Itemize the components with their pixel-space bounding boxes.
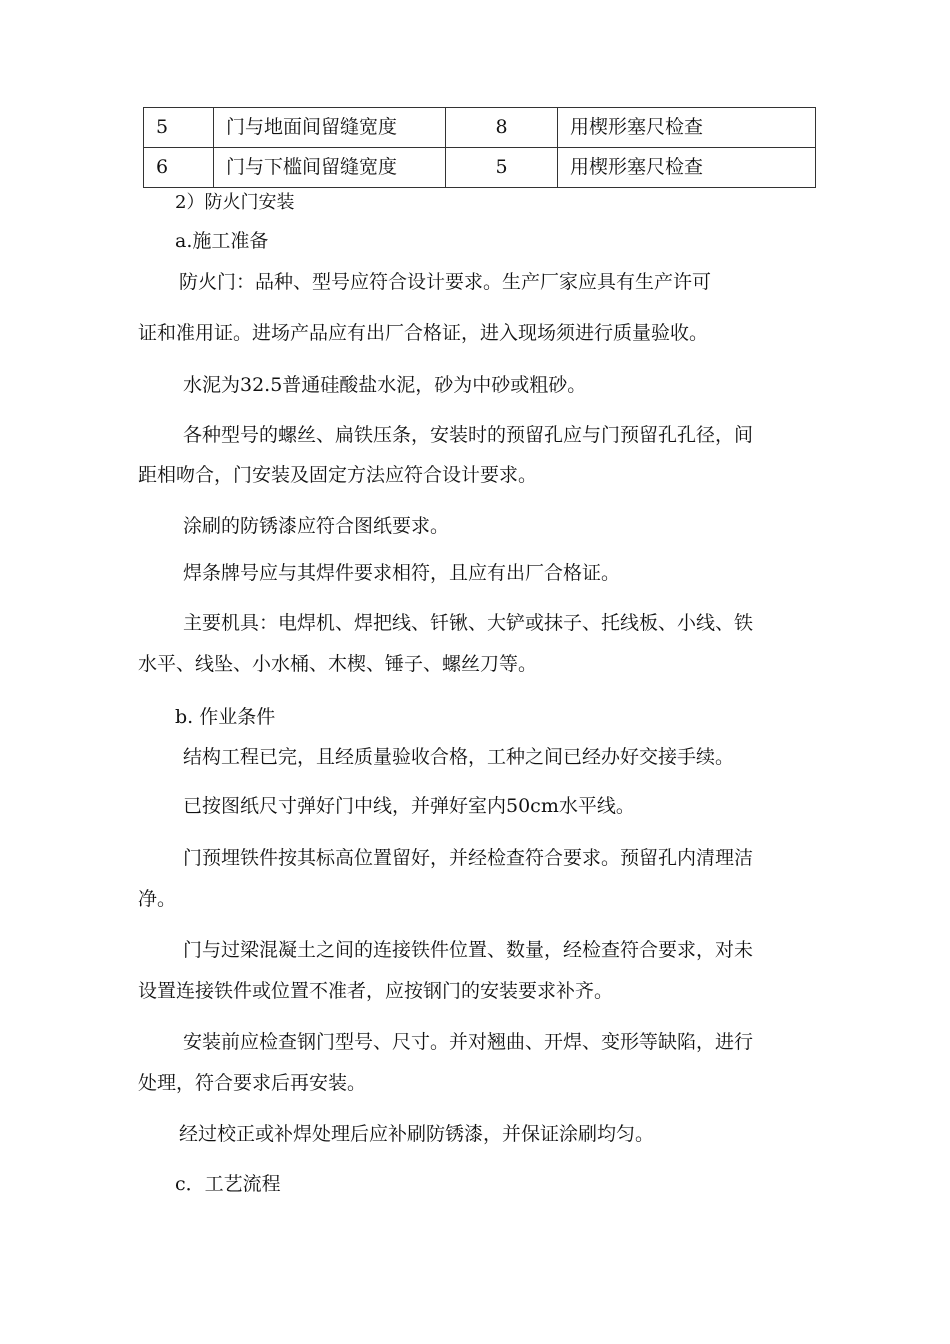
table-cell-item: 门与下槛间留缝宽度 (214, 148, 446, 188)
paragraph-embedded-line2: 净。 (138, 888, 177, 910)
table-row (144, 108, 816, 148)
section-heading-work-conditions: b. 作业条件 (175, 706, 276, 728)
paragraph-structure: 结构工程已完，且经质量验收合格，工种之间已经办好交接手续。 (183, 746, 735, 768)
table-cell-item: 门与地面间留缝宽度 (214, 108, 446, 148)
paragraph-lintel-line1: 门与过梁混凝土之间的连接铁件位置、数量，经检查符合要求，对未 (183, 939, 754, 961)
section-heading-process-flow: c．工艺流程 (175, 1173, 281, 1195)
paragraph-tools-line2: 水平、线坠、小水桶、木楔、锤子、螺丝刀等。 (138, 653, 538, 675)
section-heading-construction-prep: a.施工准备 (175, 230, 269, 252)
paragraph-centerline: 已按图纸尺寸弹好门中线，并弹好室内50cm水平线。 (183, 795, 635, 817)
paragraph-screws-line2: 距相吻合，门安装及固定方法应符合设计要求。 (138, 464, 538, 486)
table-cell-method: 用楔形塞尺检查 (558, 148, 816, 188)
paragraph-embedded-line1: 门预埋铁件按其标高位置留好，并经检查符合要求。预留孔内清理洁 (183, 847, 754, 869)
paragraph-welding-rod: 焊条牌号应与其焊件要求相符，且应有出厂合格证。 (183, 562, 621, 584)
table-row (144, 148, 816, 188)
paragraph-screws-line1: 各种型号的螺丝、扁铁压条，安装时的预留孔应与门预留孔孔径，间 (183, 424, 754, 446)
paragraph-paint: 涂刷的防锈漆应符合图纸要求。 (183, 515, 450, 537)
table-cell-index: 5 (144, 108, 214, 148)
paragraph-tools-line1: 主要机具：电焊机、焊把线、钎锹、大铲或抹子、托线板、小线、铁 (183, 612, 754, 634)
table-cell-method: 用楔形塞尺检查 (558, 108, 816, 148)
section-heading-fire-door-install: 2）防火门安装 (175, 192, 295, 213)
paragraph-cement: 水泥为32.5普通硅酸盐水泥，砂为中砂或粗砂。 (183, 374, 587, 396)
paragraph-door-spec-line1: 防火门：品种、型号应符合设计要求。生产厂家应具有生产许可 (179, 271, 712, 293)
table-cell-index: 6 (144, 148, 214, 188)
tolerance-table (143, 107, 816, 188)
table-cell-value: 8 (446, 108, 558, 148)
paragraph-touchup: 经过校正或补焊处理后应补刷防锈漆，并保证涂刷均匀。 (179, 1123, 655, 1145)
table-cell-value: 5 (446, 148, 558, 188)
paragraph-precheck-line1: 安装前应检查钢门型号、尺寸。并对翘曲、开焊、变形等缺陷，进行 (183, 1031, 754, 1053)
paragraph-precheck-line2: 处理，符合要求后再安装。 (138, 1072, 367, 1094)
paragraph-lintel-line2: 设置连接铁件或位置不准者，应按钢门的安装要求补齐。 (138, 980, 614, 1002)
paragraph-door-spec-line2: 证和准用证。进场产品应有出厂合格证，进入现场须进行质量验收。 (138, 322, 709, 344)
